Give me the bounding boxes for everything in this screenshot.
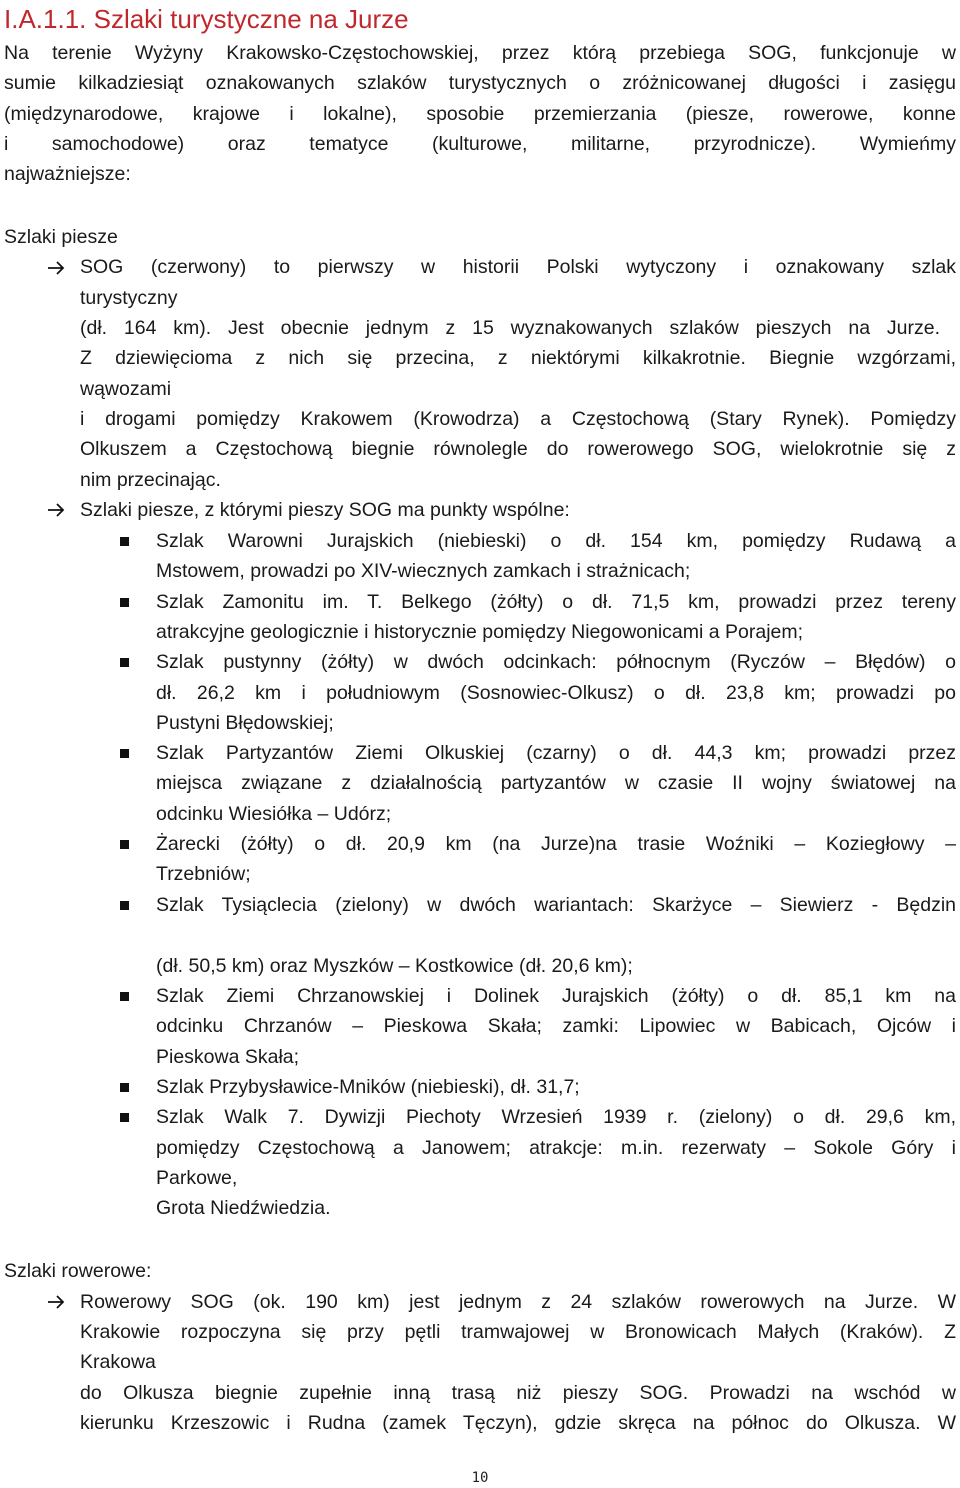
intro-line: (międzynarodowe, krajowe i lokalne), sposobie przemierzania (piesze, rowerowe, konne (4, 103, 956, 125)
list-item-line: Trzebniów; (156, 863, 251, 885)
paragraph-line: Z dziewięcioma z nich się przecina, z niektórymi kilkakrotnie. Biegnie wzgórzami, (80, 347, 956, 369)
section-heading: I.A.1.1. Szlaki turystyczne na Jurze (4, 4, 409, 34)
list-item-line: odcinku Chrzanów – Pieskowa Skała; zamki: Lipowiec w Babicach, Ojców i (156, 1015, 956, 1037)
intro-line: sumie kilkadziesiąt oznakowanych szlaków turystycznych o zróżnicowanej długości i zasięgu (4, 72, 956, 94)
paragraph-line: Krakowa (80, 1351, 156, 1373)
list-item-line: atrakcyjne geologicznie i historycznie pomiędzy Niegowonicami a Porajem; (156, 621, 804, 643)
paragraph-line: (dł. 164 km). Jest obecnie jednym z 15 wyznakowanych szlaków pieszych na Jurze. (80, 317, 940, 339)
subsection-title-bike: Szlaki rowerowe: (4, 1260, 152, 1282)
square-bullet-icon (120, 598, 129, 607)
list-item-line: Szlak Walk 7. Dywizji Piechoty Wrzesień 1939 r. (zielony) o dł. 29,6 km, (156, 1106, 956, 1128)
square-bullet-icon (120, 749, 129, 758)
paragraph-line: wąwozami (80, 378, 172, 400)
paragraph-line: Olkuszem a Częstochową biegnie równolegle do rowerowego SOG, wielokrotnie się z (80, 438, 956, 460)
list-item-line: Szlak Przybysławice-Mników (niebieski), dł. 31,7; (156, 1076, 580, 1098)
square-bullet-icon (120, 658, 129, 667)
intro-line: Na terenie Wyżyny Krakowsko-Częstochowskiej, przez którą przebiega SOG, funkcjonuje w (4, 42, 956, 64)
right-arrow-icon (46, 1292, 66, 1312)
list-item-line: Szlak Ziemi Chrzanowskiej i Dolinek Jurajskich (żółty) o dł. 85,1 km na (156, 985, 956, 1007)
square-bullet-icon (120, 992, 129, 1001)
list-item-line: Parkowe, (156, 1167, 238, 1189)
list-item-line: Pieskowa Skała; (156, 1046, 300, 1068)
right-arrow-icon (46, 258, 66, 278)
list-item-line: Mstowem, prowadzi po XIV-wiecznych zamkach i strażnicach; (156, 560, 691, 582)
list-item-line: dł. 26,2 km i południowym (Sosnowiec-Olkusz) o dł. 23,8 km; prowadzi po (156, 682, 956, 704)
square-bullet-icon (120, 1083, 129, 1092)
paragraph-line: Krakowie rozpoczyna się przy pętli tramwajowej w Bronowicach Małych (Kraków). Z (80, 1321, 956, 1343)
right-arrow-icon (46, 500, 66, 520)
intro-line: i samochodowe) oraz tematyce (kulturowe, militarne, przyrodnicze). Wymieńmy (4, 133, 956, 155)
list-item-line: Żarecki (żółty) o dł. 20,9 km (na Jurze)na trasie Woźniki – Koziegłowy – (156, 833, 956, 855)
paragraph-line: do Olkusza biegnie zupełnie inną trasą niż pieszy SOG. Prowadzi na wschód w (80, 1382, 956, 1404)
list-item-line: pomiędzy Częstochową a Janowem; atrakcje: m.in. rezerwaty – Sokole Góry i (156, 1137, 956, 1159)
list-item-line: Szlak pustynny (żółty) w dwóch odcinkach: północnym (Ryczów – Błędów) o (156, 651, 956, 673)
square-bullet-icon (120, 840, 129, 849)
square-bullet-icon (120, 1113, 129, 1122)
list-item-line: Szlak Tysiąclecia (zielony) w dwóch wariantach: Skarżyce – Siewierz - Będzin (156, 894, 956, 916)
list-item-line: Pustyni Błędowskiej; (156, 712, 334, 734)
paragraph-line: nim przecinając. (80, 469, 221, 491)
page-number: 10 (471, 1470, 489, 1486)
paragraph-line: i drogami pomiędzy Krakowem (Krowodrza) a Częstochową (Stary Rynek). Pomiędzy (80, 408, 956, 430)
paragraph-line: Szlaki piesze, z którymi pieszy SOG ma punkty wspólne: (80, 499, 570, 521)
list-item-line: Szlak Partyzantów Ziemi Olkuskiej (czarny) o dł. 44,3 km; prowadzi przez (156, 742, 956, 764)
paragraph-line: turystyczny (80, 287, 178, 309)
list-item-line: miejsca związane z działalnością partyzantów w czasie II wojny światowej na (156, 772, 956, 794)
square-bullet-icon (120, 537, 129, 546)
square-bullet-icon (120, 901, 129, 910)
paragraph-line: kierunku Krzeszowic i Rudna (zamek Tęczyn), gdzie skręca na północ do Olkusza. W (80, 1412, 956, 1434)
list-item-line: Szlak Zamonitu im. T. Belkego (żółty) o dł. 71,5 km, prowadzi przez tereny (156, 591, 956, 613)
intro-line: najważniejsze: (4, 163, 131, 185)
list-item-line: Szlak Warowni Jurajskich (niebieski) o dł. 154 km, pomiędzy Rudawą a (156, 530, 956, 552)
list-item-line: (dł. 50,5 km) oraz Myszków – Kostkowice (dł. 20,6 km); (156, 955, 633, 977)
paragraph-line: SOG (czerwony) to pierwszy w historii Polski wytyczony i oznakowany szlak (80, 256, 956, 278)
list-item-line: odcinku Wiesiółka – Udórz; (156, 803, 392, 825)
list-item-line: Grota Niedźwiedzia. (156, 1197, 331, 1219)
paragraph-line: Rowerowy SOG (ok. 190 km) jest jednym z 24 szlaków rowerowych na Jurze. W (80, 1291, 956, 1313)
subsection-title-hiking: Szlaki piesze (4, 226, 118, 248)
